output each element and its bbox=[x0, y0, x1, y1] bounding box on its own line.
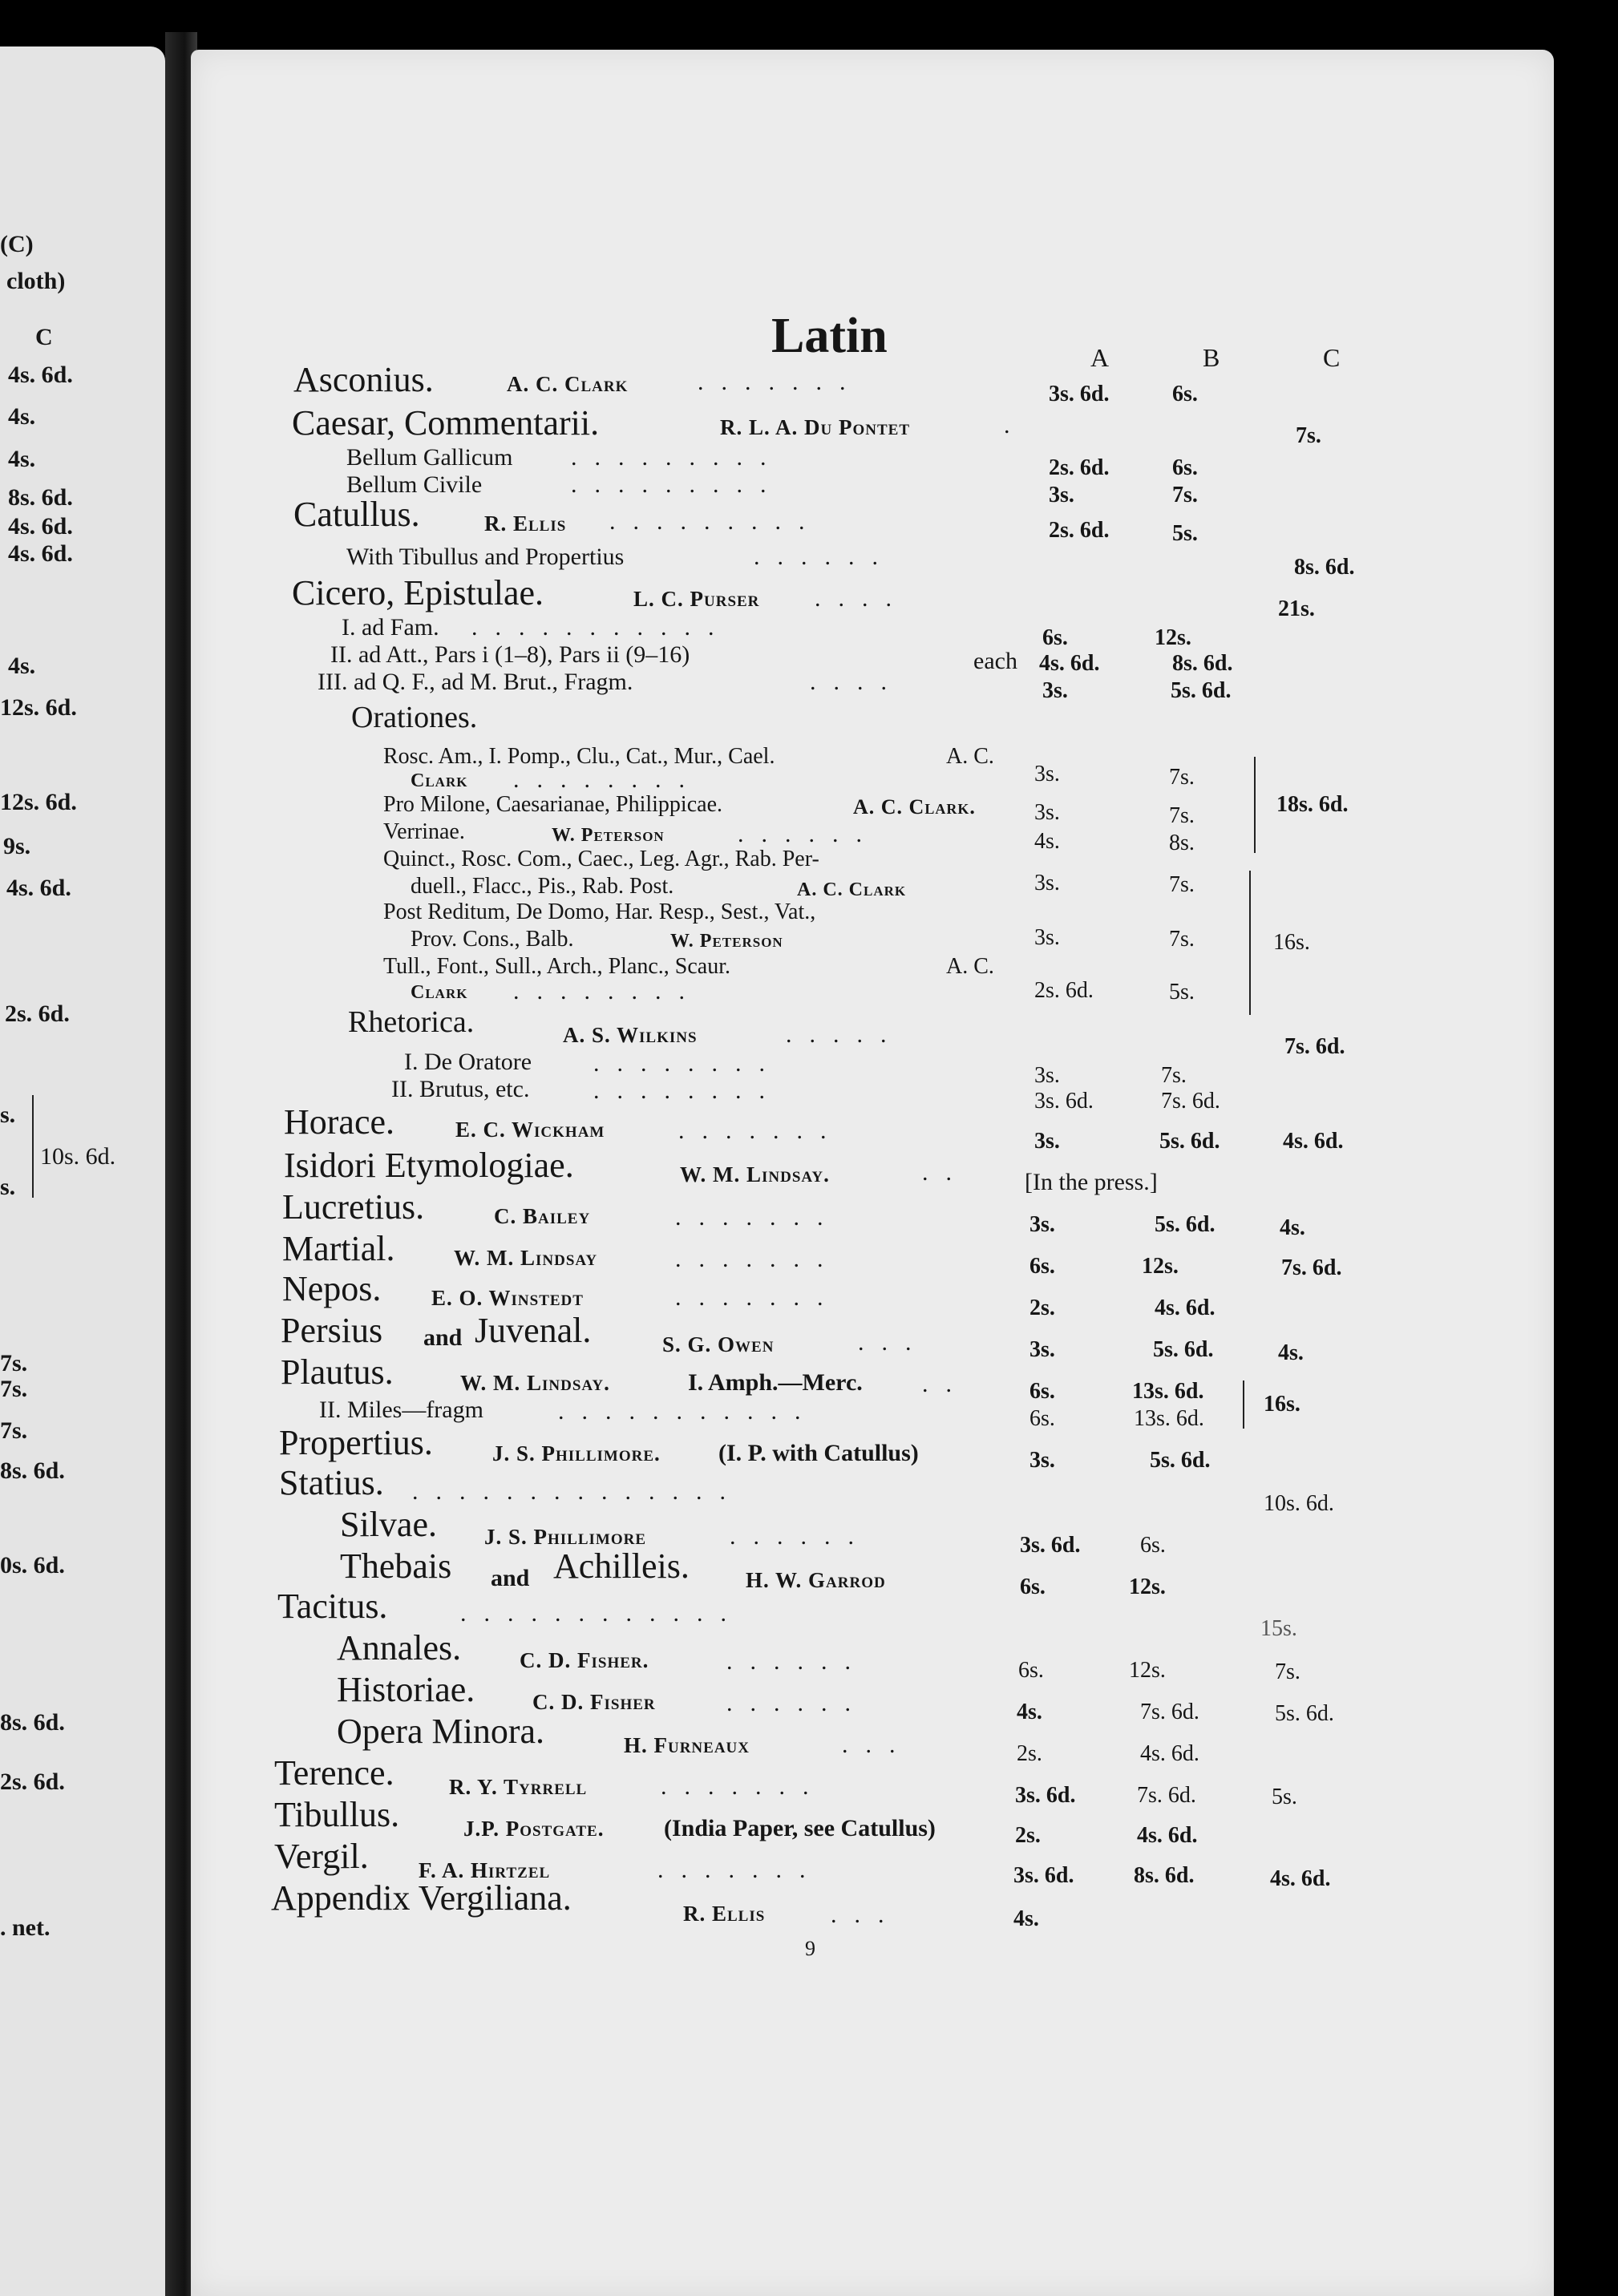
entry-title: Horace. bbox=[284, 1102, 395, 1142]
leader-dots: ......... bbox=[609, 508, 823, 535]
entry-title: Appendix Vergiliana. bbox=[271, 1878, 572, 1918]
price-b: 7s. bbox=[1169, 872, 1195, 897]
left-price: 4s. 6d. bbox=[8, 540, 73, 567]
leader-dots: ........ bbox=[513, 766, 702, 793]
price-a: 3s. bbox=[1034, 762, 1060, 786]
price-b: 6s. bbox=[1140, 1533, 1166, 1558]
oration-author: Clark bbox=[411, 770, 468, 791]
entry-author: W. M. Lindsay. bbox=[460, 1371, 610, 1395]
price-a: 4s. 6d. bbox=[1039, 651, 1100, 676]
price-a: 4s. bbox=[1017, 1700, 1042, 1724]
leader-dots: ........ bbox=[593, 1050, 783, 1077]
entry-title: Annales. bbox=[337, 1628, 462, 1667]
leader-dots: ....... bbox=[675, 1284, 841, 1311]
price-c: 5s. bbox=[1272, 1785, 1297, 1809]
entry-subtitle: Bellum Gallicum bbox=[346, 444, 513, 471]
leader-dots: ........ bbox=[513, 978, 702, 1004]
price-c: 15s. bbox=[1260, 1616, 1297, 1641]
entry-title: Rhetorica. bbox=[348, 1005, 475, 1039]
left-price: 8s. 6d. bbox=[0, 1709, 65, 1736]
left-price: 12s. 6d. bbox=[0, 694, 77, 721]
column-header-a: A bbox=[1090, 343, 1110, 372]
leader-dots: ........... bbox=[558, 1398, 819, 1425]
price-b: 13s. 6d. bbox=[1134, 1406, 1204, 1431]
left-header-cloth: cloth) bbox=[6, 268, 66, 294]
price-c: 4s. 6d. bbox=[1270, 1866, 1331, 1891]
left-price: . net. bbox=[0, 1914, 51, 1941]
column-header-b: B bbox=[1203, 343, 1220, 372]
price-b: 7s. 6d. bbox=[1161, 1089, 1220, 1114]
price-c: 4s. 6d. bbox=[1283, 1129, 1344, 1154]
left-price: 7s. bbox=[0, 1350, 28, 1376]
bracket bbox=[1238, 1380, 1244, 1429]
leader-dots: ...... bbox=[726, 1648, 868, 1675]
entry-title: Opera Minora. bbox=[337, 1712, 545, 1751]
entry-author: E. O. Winstedt bbox=[431, 1286, 584, 1310]
entry-subtitle: III. ad Q. F., ad M. Brut., Fragm. bbox=[318, 669, 633, 695]
left-price: 4s. bbox=[8, 653, 36, 679]
entry-title: Juvenal. bbox=[475, 1311, 592, 1350]
price-b: 6s. bbox=[1172, 382, 1198, 406]
entry-title: Thebais bbox=[340, 1546, 452, 1586]
price-c: 5s. 6d. bbox=[1275, 1701, 1334, 1726]
leader-dots: ......... bbox=[571, 444, 784, 471]
left-header-c: (C) bbox=[0, 231, 34, 257]
price-b: 12s. bbox=[1129, 1574, 1166, 1599]
leader-dots: ....... bbox=[675, 1246, 841, 1272]
entry-title: Cicero, Epistulae. bbox=[292, 573, 544, 612]
price-a: 6s. bbox=[1020, 1574, 1046, 1599]
entry-note: (I. P. with Catullus) bbox=[718, 1440, 919, 1466]
bracket bbox=[1244, 871, 1251, 1015]
leader-dots: ....... bbox=[661, 1773, 827, 1800]
oration-author: Clark bbox=[411, 982, 468, 1003]
left-price: 8s. 6d. bbox=[8, 484, 73, 511]
price-a: 6s. bbox=[1018, 1658, 1044, 1683]
leader-dots: ....... bbox=[675, 1204, 841, 1231]
entry-author: C. D. Fisher. bbox=[520, 1648, 649, 1672]
price-b: 7s. bbox=[1161, 1063, 1187, 1088]
entry-title: Historiae. bbox=[337, 1670, 475, 1709]
price-b: 12s. bbox=[1155, 625, 1191, 650]
leader-dots: ........... bbox=[471, 614, 732, 641]
oration-line: Verrinae. bbox=[383, 819, 465, 844]
page-number: 9 bbox=[805, 1937, 815, 1960]
entry-subtitle: I. De Oratore bbox=[404, 1049, 532, 1075]
leader-dots: ...... bbox=[754, 544, 896, 570]
price-b: 7s. 6d. bbox=[1140, 1700, 1199, 1724]
entry-conjunction: and bbox=[491, 1565, 530, 1591]
entry-author: C. Bailey bbox=[494, 1204, 591, 1228]
price-b: 12s. bbox=[1129, 1658, 1166, 1683]
price-b: 5s. 6d. bbox=[1150, 1448, 1211, 1473]
leader-dots: ....... bbox=[657, 1857, 823, 1883]
left-price: 4s. bbox=[8, 403, 36, 430]
price-b: 8s. 6d. bbox=[1172, 651, 1233, 676]
leader-dots: ...... bbox=[730, 1523, 872, 1550]
oration-line: Rosc. Am., I. Pomp., Clu., Cat., Mur., Cael. bbox=[383, 744, 775, 769]
leader-dots: .... bbox=[815, 585, 909, 612]
left-price: 2s. 6d. bbox=[0, 1768, 65, 1795]
left-price: s. bbox=[0, 1102, 16, 1128]
leader-dots: .............. bbox=[412, 1478, 743, 1505]
oration-author: A. C. bbox=[946, 954, 994, 979]
price-a: 3s. bbox=[1034, 1063, 1060, 1088]
entry-volume: I. Amph.—Merc. bbox=[688, 1369, 863, 1396]
oration-line: Prov. Cons., Balb. bbox=[411, 927, 574, 952]
page-title: Latin bbox=[771, 309, 888, 363]
entry-author: R. Ellis bbox=[683, 1902, 766, 1926]
entry-author: J.P. Postgate. bbox=[463, 1817, 605, 1841]
price-c: 16s. bbox=[1273, 930, 1310, 955]
left-price: 7s. bbox=[0, 1417, 28, 1444]
price-b: 5s. 6d. bbox=[1155, 1212, 1216, 1237]
price-b: 5s. 6d. bbox=[1159, 1129, 1220, 1154]
left-price: 7s. bbox=[0, 1376, 28, 1402]
price-a: 6s. bbox=[1029, 1406, 1055, 1431]
leader-dots: ... bbox=[842, 1732, 913, 1758]
price-b: 7s. bbox=[1169, 803, 1195, 828]
price-b: 6s. bbox=[1172, 455, 1198, 480]
left-col-c: C bbox=[35, 324, 53, 350]
price-a: 3s. bbox=[1029, 1337, 1055, 1362]
leader-dots: ............ bbox=[460, 1600, 744, 1627]
press-note: [In the press.] bbox=[1025, 1169, 1158, 1195]
entry-subtitle: II. Brutus, etc. bbox=[391, 1076, 530, 1102]
entry-title: Isidori Etymologiae. bbox=[284, 1146, 574, 1185]
price-b: 13s. 6d. bbox=[1132, 1379, 1204, 1404]
left-brace bbox=[29, 1095, 34, 1198]
each-label: each bbox=[973, 648, 1017, 674]
left-price: 4s. 6d. bbox=[6, 875, 71, 901]
oration-author: A. C. Clark. bbox=[853, 795, 976, 819]
entry-conjunction: and bbox=[423, 1324, 463, 1351]
entry-author: L. C. Purser bbox=[633, 587, 760, 611]
oration-line: Tull., Font., Sull., Arch., Planc., Scaur. bbox=[383, 954, 731, 979]
price-a: 3s. 6d. bbox=[1015, 1783, 1076, 1808]
entry-note: (India Paper, see Catullus) bbox=[664, 1815, 936, 1841]
leader-dots: .. bbox=[922, 1371, 969, 1397]
left-price: 4s. 6d. bbox=[8, 362, 73, 388]
price-c: 7s. bbox=[1296, 423, 1321, 448]
price-c: 7s. 6d. bbox=[1284, 1034, 1345, 1059]
price-b: 5s. bbox=[1172, 521, 1198, 546]
leader-dots: ....... bbox=[698, 369, 864, 395]
price-a: 6s. bbox=[1029, 1254, 1055, 1279]
entry-author: J. S. Phillimore. bbox=[492, 1441, 661, 1465]
entry-title: Terence. bbox=[274, 1753, 394, 1793]
entry-subtitle: With Tibullus and Propertius bbox=[346, 544, 625, 570]
price-a: 2s. 6d. bbox=[1049, 518, 1110, 543]
price-c: 7s. 6d. bbox=[1281, 1255, 1342, 1280]
entry-title: Nepos. bbox=[282, 1269, 382, 1308]
price-c: 4s. bbox=[1278, 1340, 1304, 1365]
oration-line: Post Reditum, De Domo, Har. Resp., Sest., Vat., bbox=[383, 899, 816, 924]
entry-subtitle: II. Miles—fragm bbox=[319, 1397, 483, 1423]
price-c: 8s. 6d. bbox=[1294, 555, 1355, 580]
price-a: 3s. 6d. bbox=[1013, 1863, 1074, 1888]
entry-title: Tacitus. bbox=[277, 1587, 388, 1626]
price-b: 4s. 6d. bbox=[1155, 1296, 1216, 1320]
price-b: 8s. bbox=[1169, 831, 1195, 855]
left-price: 4s. 6d. bbox=[8, 513, 73, 540]
entry-title: Orationes. bbox=[351, 701, 478, 734]
entry-author: W. M. Lindsay bbox=[454, 1246, 598, 1270]
entry-author: R. L. A. Du Pontet bbox=[720, 415, 910, 439]
entry-title: Silvae. bbox=[340, 1505, 437, 1544]
price-a: 3s. bbox=[1034, 1129, 1060, 1154]
entry-title: Propertius. bbox=[279, 1423, 433, 1462]
entry-author: H. Furneaux bbox=[624, 1733, 750, 1757]
entry-author: F. A. Hirtzel bbox=[419, 1858, 551, 1882]
price-a: 3s. 6d. bbox=[1034, 1089, 1094, 1114]
oration-line: Quinct., Rosc. Com., Caec., Leg. Agr., Rab. Per- bbox=[383, 847, 819, 871]
leader-dots: .... bbox=[810, 669, 904, 695]
left-page bbox=[0, 46, 165, 2296]
entry-title: Achilleis. bbox=[553, 1546, 690, 1586]
price-a: 4s. bbox=[1034, 829, 1060, 854]
leader-dots: ... bbox=[858, 1329, 929, 1356]
price-c: 21s. bbox=[1278, 596, 1315, 621]
price-a: 3s. bbox=[1029, 1448, 1055, 1473]
entry-title: Tibullus. bbox=[274, 1795, 400, 1834]
entry-author: A. C. Clark bbox=[507, 372, 629, 396]
price-a: 2s. bbox=[1029, 1296, 1055, 1320]
entry-title: Plautus. bbox=[281, 1352, 394, 1392]
leader-dots: .. bbox=[922, 1159, 969, 1186]
price-b: 5s. 6d. bbox=[1171, 678, 1232, 703]
price-b: 4s. 6d. bbox=[1140, 1741, 1199, 1766]
entry-author: J. S. Phillimore bbox=[484, 1525, 647, 1549]
price-a: 2s. bbox=[1015, 1823, 1041, 1848]
column-header-c: C bbox=[1323, 343, 1341, 372]
price-c: 7s. bbox=[1275, 1659, 1300, 1684]
oration-author: W. Peterson bbox=[552, 825, 665, 846]
bracket bbox=[1249, 757, 1256, 853]
left-price: 8s. 6d. bbox=[0, 1457, 65, 1484]
price-b: 8s. 6d. bbox=[1134, 1863, 1195, 1888]
left-price: 4s. bbox=[8, 446, 36, 472]
entry-title: Catullus. bbox=[293, 495, 420, 534]
price-b: 5s. 6d. bbox=[1153, 1337, 1214, 1362]
entry-title: Lucretius. bbox=[282, 1187, 425, 1227]
entry-author: R. Ellis bbox=[484, 511, 567, 536]
price-a: 3s. bbox=[1034, 925, 1060, 950]
entry-title: Martial. bbox=[282, 1229, 395, 1268]
left-price: 10s. 6d. bbox=[40, 1143, 116, 1170]
price-b: 7s. bbox=[1172, 483, 1198, 507]
leader-dots: ...... bbox=[726, 1690, 868, 1716]
entry-title: Caesar, Commentarii. bbox=[292, 403, 600, 443]
price-a: 4s. bbox=[1013, 1906, 1039, 1931]
leader-dots: ....... bbox=[678, 1118, 844, 1144]
price-c: 18s. 6d. bbox=[1276, 792, 1349, 817]
price-a: 2s. 6d. bbox=[1034, 978, 1094, 1003]
leader-dots: ......... bbox=[571, 471, 784, 498]
price-a: 3s. 6d. bbox=[1020, 1533, 1081, 1558]
entry-title: Asconius. bbox=[293, 360, 434, 399]
entry-author: C. D. Fisher bbox=[532, 1690, 656, 1714]
price-b: 7s. bbox=[1169, 765, 1195, 790]
entry-author: E. C. Wickham bbox=[455, 1118, 605, 1142]
price-c: 10s. 6d. bbox=[1264, 1491, 1334, 1516]
entry-subtitle: I. ad Fam. bbox=[342, 614, 439, 641]
price-a: 2s. bbox=[1017, 1741, 1042, 1766]
price-a: 2s. 6d. bbox=[1049, 455, 1110, 480]
leader-dots: ... bbox=[831, 1902, 902, 1928]
price-a: 6s. bbox=[1029, 1379, 1055, 1404]
entry-author: A. S. Wilkins bbox=[563, 1023, 698, 1047]
entry-title: Statius. bbox=[279, 1463, 384, 1502]
left-price: 9s. bbox=[3, 833, 31, 859]
price-c: 4s. bbox=[1280, 1215, 1305, 1240]
price-b: 12s. bbox=[1142, 1254, 1179, 1279]
price-a: 3s. bbox=[1049, 483, 1074, 507]
price-b: 5s. bbox=[1169, 980, 1195, 1004]
leader-dots: . bbox=[1004, 412, 1028, 439]
left-price: 12s. 6d. bbox=[0, 789, 77, 815]
entry-subtitle: II. ad Att., Pars i (1–8), Pars ii (9–16) bbox=[330, 641, 690, 668]
price-a: 3s. 6d. bbox=[1049, 382, 1110, 406]
entry-author: H. W. Garrod bbox=[746, 1568, 886, 1592]
entry-title: Persius bbox=[281, 1311, 383, 1350]
price-b: 7s. bbox=[1169, 927, 1195, 952]
left-price: 0s. 6d. bbox=[0, 1552, 65, 1578]
price-a: 3s. bbox=[1034, 871, 1060, 895]
left-price: s. bbox=[0, 1174, 16, 1200]
entry-subtitle: Bellum Civile bbox=[346, 471, 483, 498]
entry-author: R. Y. Tyrrell bbox=[449, 1775, 588, 1799]
leader-dots: ...... bbox=[738, 821, 880, 847]
price-b: 4s. 6d. bbox=[1137, 1823, 1198, 1848]
entry-author: S. G. Owen bbox=[662, 1332, 775, 1356]
price-a: 6s. bbox=[1042, 625, 1068, 650]
price-a: 3s. bbox=[1029, 1212, 1055, 1237]
oration-author: A. C. Clark bbox=[797, 879, 907, 900]
left-price: 2s. 6d. bbox=[5, 1000, 70, 1027]
entry-title: Vergil. bbox=[274, 1837, 369, 1876]
price-a: 3s. bbox=[1042, 678, 1068, 703]
leader-dots: ........ bbox=[593, 1077, 783, 1104]
price-b: 7s. 6d. bbox=[1137, 1783, 1196, 1808]
entry-author: W. M. Lindsay. bbox=[680, 1162, 830, 1186]
leader-dots: ..... bbox=[786, 1021, 904, 1048]
oration-author: W. Peterson bbox=[670, 931, 783, 952]
oration-line: Pro Milone, Caesarianae, Philippicae. bbox=[383, 792, 722, 817]
price-c: 16s. bbox=[1264, 1392, 1300, 1417]
oration-author: A. C. bbox=[946, 744, 994, 769]
oration-line: duell., Flacc., Pis., Rab. Post. bbox=[411, 874, 674, 899]
price-a: 3s. bbox=[1034, 800, 1060, 825]
